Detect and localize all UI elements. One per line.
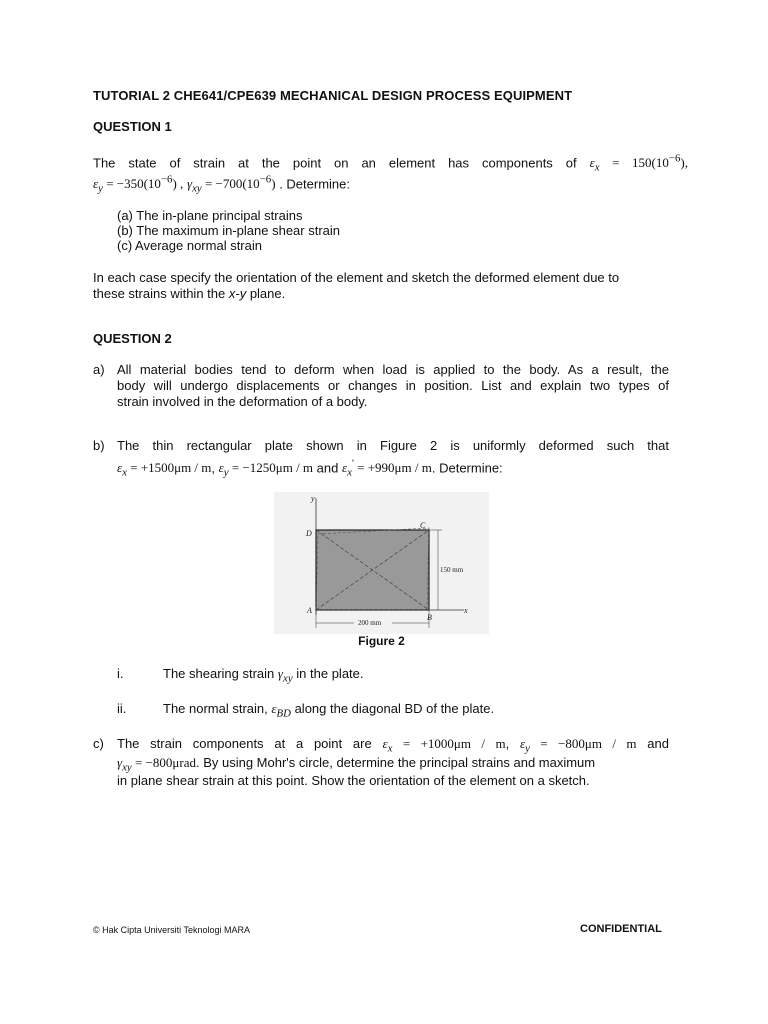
label-y-axis: y (311, 494, 315, 503)
label-width-dimension: 200 mm (358, 619, 382, 627)
figure-2-caption: Figure 2 (358, 634, 405, 648)
label-point-d: D (306, 529, 312, 538)
question-1-intro-line-2 (93, 174, 350, 195)
part-b-exprime-equation: $\varepsilon_x' = +990\mu m / m$ (342, 458, 432, 479)
gamma-xy-symbol: $\gamma_{xy}$ (277, 666, 293, 685)
sub-item-ii-text: The normal strain, $\varepsilon_{BD}$ along the diagonal BD of the plate. (163, 701, 495, 720)
question-1-heading: QUESTION 1 (93, 119, 172, 134)
part-a-line-3: strain involved in the deformation of a body. (117, 394, 368, 409)
strain-ex-equation: $\varepsilon_x = 150(10^{-6})$, (589, 153, 688, 174)
strain-ey-equation: $\varepsilon_y = -350(10^{-6})$ , (93, 174, 184, 195)
question-1-determine-text: . Determine: (279, 176, 350, 192)
label-height-dimension: 150 mm (440, 566, 464, 574)
footer-copyright: © Hak Cipta Universiti Teknologi MARA (93, 925, 251, 935)
sub-item-i-text: The shearing strain $\gamma_{xy}$ in the plate. (163, 666, 364, 685)
part-c-line-3: in plane shear strain at this point. Show the orientation of the element on a sketch. (117, 773, 590, 788)
sub-item-ii-label: ii. (117, 701, 127, 716)
part-b-line-1: The thin rectangular plate shown in Figure 2 is uniformly deformed such that (117, 438, 669, 453)
part-b-determine: . Determine: (431, 460, 503, 476)
footer-confidential: CONFIDENTIAL (580, 923, 662, 935)
part-b-ex-equation: $\varepsilon_x = +1500\mu m / m$ (117, 460, 212, 479)
question-1-item-b: (b) The maximum in-plane shear strain (117, 223, 341, 238)
strain-gxy-equation: $\gamma_{xy} = -700(10^{-6})$ (186, 174, 276, 195)
question-1-closing-line-2: these strains within the x-y plane. (93, 286, 286, 301)
part-c-line-1: The strain components at a point are $\varepsilon_x = +1000\mu m / m$, $\varepsilon_y = -800\mu m / m$ and (117, 736, 669, 755)
part-b-ey-equation: $\varepsilon_y = -1250\mu m / m$ (218, 460, 314, 479)
figure-2-plate-diagram (274, 492, 489, 634)
part-a-label: a) (93, 362, 105, 377)
label-point-a: A (307, 606, 312, 615)
question-1-item-a: (a) The in-plane principal strains (117, 208, 303, 223)
part-c-label: c) (93, 736, 104, 751)
part-b-label: b) (93, 438, 105, 453)
question-2-heading: QUESTION 2 (93, 331, 172, 346)
label-point-c: C (420, 521, 426, 530)
part-a-line-1: All material bodies tend to deform when load is applied to the body. As a result, the (117, 362, 669, 377)
label-x-axis: x (464, 606, 468, 615)
part-b-line-2: $\varepsilon_x = +1500\mu m / m$, $\varepsilon_y = -1250\mu m / m$ and $\varepsilon_x' = +990\mu m / m$. Determine: (117, 458, 503, 479)
part-c-line-2: $\gamma_{xy} = -800\mu rad$. By using Mohr's circle, determine the principal strains and maximum (117, 755, 596, 774)
part-a-line-2: body will undergo displacements or changes in position. List and explain two types of (117, 378, 669, 393)
sub-item-i-label: i. (117, 666, 124, 681)
question-1-intro-text: The state of strain at the point on an element has components of (93, 155, 577, 171)
question-1-intro-line-1 (93, 153, 688, 174)
part-c-ex-equation: $\varepsilon_x = +1000\mu m / m$ (382, 736, 506, 755)
part-c-gamma-equation: $\gamma_{xy} = -800\mu rad$ (117, 755, 196, 774)
label-point-b: B (427, 613, 432, 622)
epsilon-bd-symbol: $\varepsilon_{BD}$ (271, 701, 291, 720)
part-c-ey-equation: $\varepsilon_y = -800\mu m / m$ (519, 736, 637, 755)
question-1-closing-line-1: In each case specify the orientation of the element and sketch the deformed element due to (93, 270, 620, 285)
part-b-and: and (316, 460, 339, 476)
document-title: TUTORIAL 2 CHE641/CPE639 MECHANICAL DESIGN PROCESS EQUIPMENT (93, 88, 573, 103)
question-1-item-c: (c) Average normal strain (117, 238, 262, 253)
